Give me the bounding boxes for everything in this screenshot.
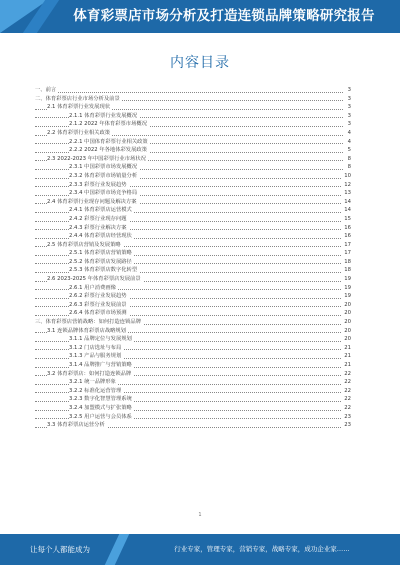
toc-entry-title: 3.2.5 用户运营与会员体系 [69, 413, 132, 420]
toc-entry-page: 21 [344, 353, 351, 360]
toc-entry-page: 15 [344, 215, 351, 222]
toc-entry-page: 19 [344, 293, 351, 300]
toc-entry-page: 3 [347, 112, 351, 119]
toc-entry-page: 22 [344, 370, 351, 377]
toc-entry-page: 3 [347, 87, 351, 93]
toc-entry[interactable] [35, 421, 351, 430]
toc-entry[interactable] [35, 120, 351, 129]
toc-entry-page: 14 [344, 198, 351, 205]
toc-entry[interactable] [35, 395, 351, 404]
toc-entry[interactable] [35, 155, 351, 164]
toc-entry-page: 16 [344, 233, 351, 240]
toc-entry[interactable] [35, 301, 351, 310]
table-of-contents [35, 86, 351, 430]
toc-entry-title: 2.4 体育彩票行业现存问题及解决方案 [47, 198, 137, 205]
toc-entry-title: 3.2.4 加盟模式与扩张策略 [69, 404, 132, 411]
header-banner [0, 0, 400, 33]
toc-entry-page: 21 [344, 344, 351, 351]
toc-entry-title: 2.6.4 体育彩票市场预测 [69, 310, 127, 317]
toc-entry[interactable] [35, 284, 351, 293]
toc-entry-title: 2.2 体育彩票行业相关政策 [47, 129, 111, 136]
toc-entry-title: 2.4.3 彩票行业解决方案 [69, 224, 127, 231]
toc-entry-page: 22 [344, 379, 351, 386]
toc-entry-title: 2.2.1 中国体育彩票行业相关政策 [69, 138, 148, 145]
toc-entry[interactable] [35, 370, 351, 379]
toc-leader-dots [35, 92, 343, 93]
toc-entry-title: 3.1.4 品牌推广与营销策略 [69, 362, 132, 368]
toc-entry-title: 2.1.2 2022 年体育彩票市场概况 [69, 121, 147, 128]
toc-entry[interactable] [35, 292, 351, 301]
toc-entry-title: 2.1 体育彩票行业发展现状 [47, 104, 111, 111]
toc-entry-title: 3.1.3 产品与服务规划 [69, 353, 122, 360]
toc-entry[interactable] [35, 335, 351, 344]
toc-entry-title: 2.3.4 中国彩票市场竞争格局 [69, 190, 138, 197]
toc-entry[interactable] [35, 198, 351, 207]
toc-entry-title: 2.3.1 中国彩票市场发展概况 [69, 164, 138, 171]
toc-entry-title: 2.6.2 彩票行业发展趋势 [69, 293, 127, 300]
toc-entry-page: 21 [344, 362, 351, 368]
toc-entry[interactable] [35, 86, 351, 95]
toc-entry-title: 2.3.2 体育彩票市场销量分析 [69, 172, 138, 179]
toc-entry-page: 19 [344, 276, 351, 283]
footer-divider [105, 534, 129, 565]
toc-entry-page: 17 [344, 241, 351, 248]
toc-entry-page: 18 [344, 258, 351, 265]
toc-entry-page: 16 [344, 224, 351, 231]
toc-entry-page: 18 [344, 267, 351, 274]
toc-entry[interactable] [35, 206, 351, 215]
toc-entry-page: 20 [344, 301, 351, 308]
toc-entry-title: 2.5.3 体育彩票店数字化转型 [69, 267, 138, 274]
toc-entry-page: 12 [344, 181, 351, 188]
toc-entry-page: 4 [347, 138, 351, 145]
toc-entry-page: 22 [344, 404, 351, 411]
toc-entry[interactable] [35, 318, 351, 327]
toc-entry[interactable] [35, 249, 351, 258]
toc-entry-page: 3 [347, 121, 351, 128]
toc-entry-page: 5 [347, 147, 351, 154]
toc-entry[interactable] [35, 181, 351, 190]
toc-entry[interactable] [35, 103, 351, 112]
toc-entry[interactable] [35, 404, 351, 413]
toc-entry-title: 二、体育彩票店行业市场分析及前景 [35, 95, 120, 102]
toc-entry-title: 三、体育彩票店营销战略：如何打造连锁品牌 [35, 319, 141, 326]
toc-entry-title: 3.1 连锁品牌体育彩票店战略规划 [47, 327, 126, 334]
toc-entry-title: 2.4.2 彩票行业现存问题 [69, 215, 127, 222]
toc-entry-page: 20 [344, 310, 351, 317]
toc-entry-page: 13 [344, 190, 351, 197]
toc-entry-title: 2.3.3 彩票行业发展趋势 [69, 181, 127, 188]
toc-entry-page: 22 [344, 396, 351, 403]
toc-entry[interactable] [35, 344, 351, 353]
toc-entry[interactable] [35, 352, 351, 361]
toc-entry-page: 20 [344, 336, 351, 343]
toc-entry-title: 3.1.1 品牌定位与发展规划 [69, 336, 132, 343]
toc-entry[interactable] [35, 95, 351, 104]
toc-entry[interactable] [35, 215, 351, 224]
toc-entry-title: 2.2.2 2022 年各地体彩发展政策 [69, 147, 147, 154]
toc-entry-title: 3.2.3 数字化智慧管理系统 [69, 396, 132, 403]
toc-entry[interactable] [35, 309, 351, 318]
toc-entry-title: 3.2 体育彩票店：如何打造连锁品牌 [47, 370, 132, 377]
toc-entry-page: 22 [344, 387, 351, 394]
toc-entry-title: 2.1.1 体育彩票行业发展概况 [69, 112, 138, 119]
toc-entry-title: 2.5 体育彩票店营销及发展策略 [47, 241, 121, 248]
toc-entry-page: 17 [344, 250, 351, 257]
toc-entry[interactable] [35, 129, 351, 138]
toc-entry-title: 2.4.4 体育彩票店经营现状 [69, 233, 132, 240]
toc-entry[interactable] [35, 361, 351, 370]
toc-entry-page: 19 [344, 284, 351, 291]
toc-entry-title: 3.1.2 门店选址与布局 [69, 344, 122, 351]
toc-entry-page: 23 [344, 413, 351, 420]
toc-entry[interactable] [35, 327, 351, 336]
toc-entry[interactable] [35, 387, 351, 396]
toc-entry-title: 3.3 体育彩票店运营分析 [47, 422, 105, 429]
toc-entry-title: 2.3 2022-2023 年中国彩票行业市场状况 [47, 155, 146, 162]
toc-entry-title: 2.5.2 体育彩票店发展路径 [69, 258, 132, 265]
toc-entry[interactable] [35, 112, 351, 121]
toc-entry[interactable] [35, 146, 351, 155]
footer-tagline: 行业专家，管理专家，营销专家，战略专家，成功企业家…… [174, 545, 350, 553]
toc-entry-title: 2.4.1 体育彩票店运营模式 [69, 207, 132, 214]
toc-entry-page: 23 [344, 422, 351, 429]
toc-entry-page: 4 [347, 129, 351, 136]
toc-entry-title: 2.6 2023-2025 年体育彩票店发展前景 [47, 276, 141, 283]
toc-entry[interactable] [35, 189, 351, 198]
toc-entry-title: 2.5.1 体育彩票店营销策略 [69, 250, 132, 257]
toc-entry-page: 14 [344, 207, 351, 214]
toc-entry-title: 2.6.3 彩票行业发展前景 [69, 301, 127, 308]
toc-entry[interactable] [35, 241, 351, 250]
toc-entry-title: 3.2.2 标准化运营管理 [69, 387, 122, 394]
toc-entry[interactable] [35, 232, 351, 241]
report-title: 体育彩票店市场分析及打造连锁品牌策略研究报告 [73, 8, 375, 24]
toc-entry[interactable] [35, 224, 351, 233]
toc-entry-page: 3 [347, 95, 351, 102]
toc-entry[interactable] [35, 138, 351, 147]
toc-entry-page: 20 [344, 319, 351, 326]
toc-entry-page: 10 [344, 172, 351, 179]
toc-entry[interactable] [35, 413, 351, 422]
toc-entry[interactable] [35, 163, 351, 172]
toc-entry-title: 2.6.1 用户消费画像 [69, 284, 116, 291]
toc-entry[interactable] [35, 378, 351, 387]
toc-entry[interactable] [35, 275, 351, 284]
toc-entry-title: 3.2.1 统一品牌形象 [69, 379, 116, 386]
toc-entry-page: 8 [347, 155, 351, 162]
toc-entry[interactable] [35, 172, 351, 181]
footer-banner [0, 534, 400, 565]
toc-entry[interactable] [35, 258, 351, 267]
toc-entry[interactable] [35, 266, 351, 275]
toc-entry-page: 20 [344, 327, 351, 334]
toc-heading: 内容目录 [170, 55, 230, 71]
toc-entry-page: 8 [347, 164, 351, 171]
toc-entry-title: 一、前言 [35, 87, 57, 93]
page-number: 1 [198, 512, 202, 518]
footer-slogan: 让每个人都能成为 [30, 545, 90, 554]
toc-entry-page: 3 [347, 104, 351, 111]
